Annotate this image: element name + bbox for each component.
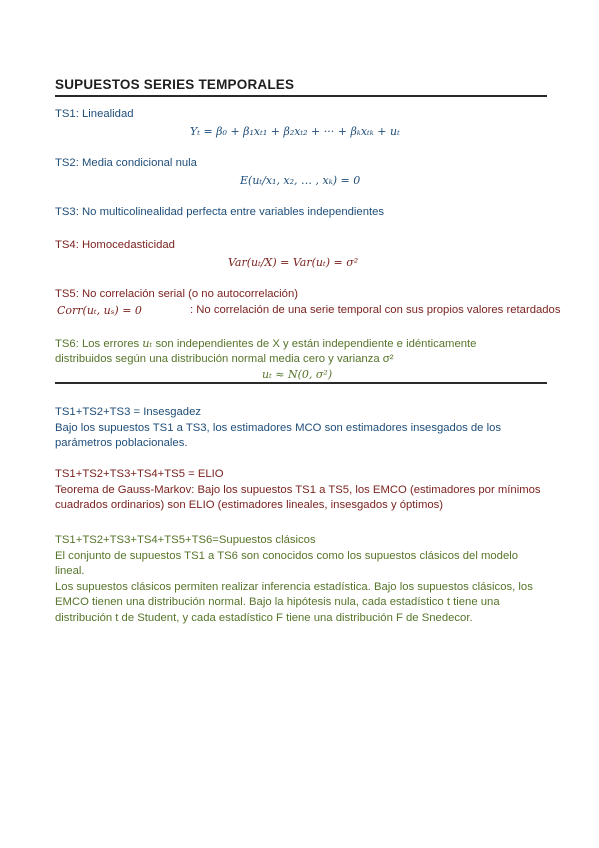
- title-divider: [55, 95, 547, 97]
- ts4-label: TS4: Homocedasticidad: [55, 239, 175, 251]
- ts5-equation: Corr(uₜ, uₛ) = 0: [57, 304, 142, 317]
- insesgadez-block: [55, 405, 555, 452]
- supuestos-clasicos-line: lineal.: [55, 565, 85, 577]
- insesgadez-heading: TS1+TS2+TS3 = Insesgadez: [55, 406, 202, 418]
- section-divider: [55, 382, 547, 384]
- elio-heading: TS1+TS2+TS3+TS4+TS5 = ELIO: [55, 468, 224, 480]
- page-title: SUPUESTOS SERIES TEMPORALES: [55, 77, 295, 92]
- supuestos-clasicos-heading: TS1+TS2+TS3+TS4+TS5+TS6=Supuestos clásicos: [55, 534, 316, 546]
- ts1-equation: Yₜ = β₀ + β₁xₜ₁ + β₂xₜ₂ + ··· + βₖxₜₖ + uₜ: [190, 125, 400, 138]
- ts4-equation: Var(uₜ/X) = Var(uₜ) = σ²: [228, 256, 359, 269]
- elio-line: Teorema de Gauss-Markov: Bajo los supuestos TS1 a TS5, los EMCO (estimadores por mínimos: [55, 483, 541, 496]
- ts5-label: TS5: No correlación serial (o no autocorrelación): [55, 288, 298, 300]
- elio-block: [55, 467, 555, 514]
- ts6-line1: [55, 336, 476, 352]
- insesgadez-line: parámetros poblacionales.: [55, 437, 188, 449]
- elio-line: cuadrados ordinarios) son ELIO (estimadores lineales, insesgados y óptimos): [55, 499, 444, 511]
- ts2-equation: E(uₜ/x₁, x₂, … , xₖ) = 0: [240, 174, 361, 187]
- supuestos-clasicos-block: [55, 533, 555, 626]
- ts6-equation: uₜ ≈ N(0, σ²): [262, 368, 333, 381]
- ts1-label: TS1: Linealidad: [55, 108, 134, 120]
- supuestos-clasicos-line: El conjunto de supuestos TS1 a TS6 son conocidos como los supuestos clásicos del modelo: [55, 549, 519, 562]
- supuestos-clasicos-line: Los supuestos clásicos permiten realizar inferencia estadística. Bajo los supuestos clásicos, los: [55, 580, 533, 593]
- ts6-line1-pre: TS6: Los errores: [55, 338, 140, 350]
- supuestos-clasicos-line: distribución t de Student, y cada estadístico F tiene una distribución F de Snedecor.: [55, 611, 473, 624]
- ts6-error-symbol: uₜ: [142, 337, 153, 350]
- ts5-note: : No correlación de una serie temporal con sus propios valores retardados: [190, 304, 561, 316]
- supuestos-clasicos-line: EMCO tienen una distribución normal. Bajo la hipótesis nula, cada estadístico t tiene una: [55, 596, 500, 608]
- ts3-label: TS3: No multicolinealidad perfecta entre variables independientes: [55, 206, 385, 218]
- insesgadez-line: Bajo los supuestos TS1 a TS3, los estimadores MCO son estimadores insesgados de los: [55, 421, 502, 434]
- ts6-line1-post: son independientes de X y están independiente e idénticamente: [155, 338, 477, 350]
- ts2-label: TS2: Media condicional nula: [55, 157, 197, 169]
- ts6-line2: distribuidos según una distribución normal media cero y varianza σ²: [55, 353, 394, 365]
